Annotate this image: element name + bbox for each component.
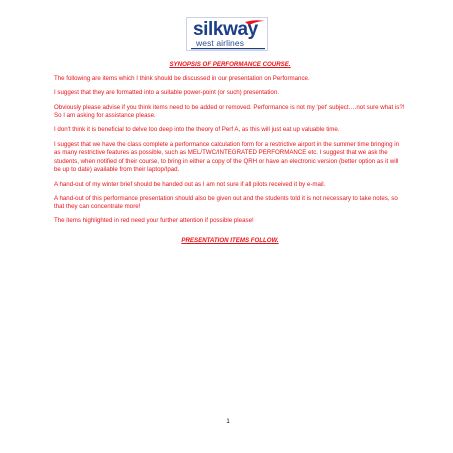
section-subtitle: PRESENTATION ITEMS FOLLOW.: [181, 237, 279, 245]
document-title: SYNOPSIS OF PERFORMANCE COURSE.: [169, 61, 291, 68]
logo-wordmark: silkway: [193, 19, 258, 40]
logo-subtitle: west airlines: [196, 38, 245, 48]
silkway-logo: [186, 17, 268, 51]
paragraph: The items highlighted in red need your further attention if possible please!: [54, 217, 254, 225]
document-body: [54, 61, 406, 246]
paragraph: The following are items which I think should be discussed in our presentation on Performance.: [54, 75, 310, 83]
paragraph: A hand-out of this performance presentation should also be given out and the students told it is not necessary to take notes, so that they can concentrate more!: [54, 194, 398, 211]
paragraph: I don't think it is beneficial to delve too deep into the theory of Perf A, as this will just eat up valuable time.: [54, 126, 340, 134]
paragraph: A hand-out of my winter brief should be handed out as I am not sure if all pilots received it by e-mail.: [54, 180, 326, 188]
paragraph: Obviously please advise if you think items need to be added or removed. Performance is not my 'pet' subject….not sure what is?! So I am asking for assistance please.: [54, 103, 405, 120]
paragraph: I suggest that they are formatted into a suitable power-point (or such) presentation.: [54, 89, 279, 97]
paragraph: I suggest that we have the class complete a performance calculation form for a restrictive airport in the summer time bringing in as many restrictive features as possible, such as MEL/TWC/INTEGRATED PERFORMANCE etc. I suggest that we ask the students, when notified of their course, to bring in either a copy of the QRH or have an electronic version (better option as it will be up to date) available from their laptop/Ipad.: [54, 140, 400, 174]
page-number: 1: [226, 419, 230, 425]
